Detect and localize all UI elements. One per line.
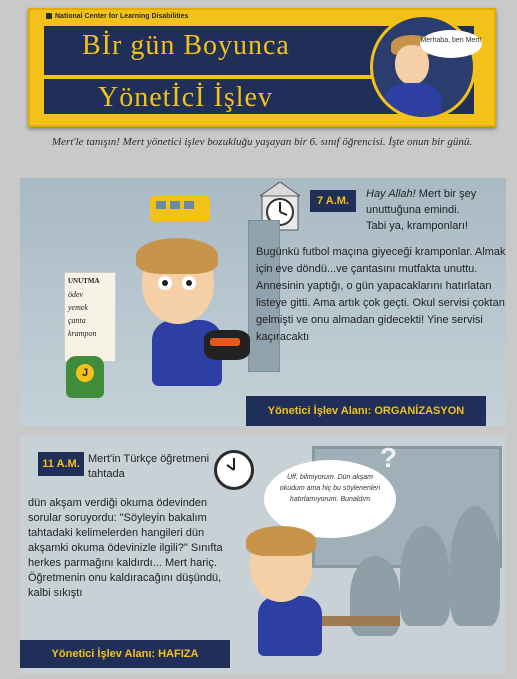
eye — [182, 276, 196, 290]
morning-lead-line2: Tabi ya, kramponları! — [366, 220, 469, 232]
pupil — [186, 280, 192, 286]
title-line-1: Bİr gün Boyunca — [82, 30, 290, 61]
title-line-2: Yönetİcİ İşlev — [98, 82, 273, 113]
cleats-icon — [204, 330, 250, 360]
classroom-lead: Mert'in Türkçe öğretmeni tahtada — [88, 453, 210, 480]
greeting-bubble: Merhaba, ben Mert! — [420, 30, 482, 58]
eye — [158, 276, 172, 290]
bus-window — [170, 201, 180, 209]
morning-lead-emphasis: Hay Allah! — [366, 188, 416, 200]
backpack-letter: J — [76, 364, 94, 382]
school-bus-icon — [150, 196, 210, 222]
mert-hair — [246, 526, 316, 556]
morning-lead — [366, 186, 506, 234]
mert-body — [258, 596, 322, 656]
question-mark-icon: ? — [380, 442, 398, 473]
reminder-title: UNUTMA — [68, 277, 100, 285]
area-label-organization: Yönetici İşlev Alanı: ORGANİZASYON — [246, 396, 486, 426]
morning-panel — [20, 178, 506, 426]
backpack-icon — [66, 356, 104, 398]
header-banner — [28, 8, 496, 127]
classroom-panel — [20, 436, 506, 674]
desk — [310, 616, 400, 626]
reminder-item: krampon — [68, 329, 97, 338]
reminder-list — [64, 272, 116, 362]
bus-window — [156, 201, 166, 209]
org-label: National Center for Learning Disabilities — [55, 13, 189, 20]
reminder-item: yemek — [68, 303, 88, 312]
mert-hair — [136, 238, 218, 274]
time-badge-7am: 7 A.M. — [310, 190, 356, 212]
area-label-memory: Yönetici İşlev Alanı: HAFIZA — [20, 640, 230, 668]
bus-window — [184, 201, 194, 209]
morning-lead-rest: Mert bir şey unuttuğuna emindi. — [366, 188, 477, 216]
org-name — [46, 13, 188, 20]
pupil — [162, 280, 168, 286]
reminder-item: çanta — [68, 316, 86, 325]
cleat-stripe — [210, 338, 240, 346]
classmate-silhouette — [400, 526, 450, 626]
morning-body: Bugünkü futbol maçına giyeceği kramponlar. Almak için eve döndü...ve çantasını mutfakta unuttu. Annesinin yaptığı, o gün yapacaklarını hatırlatan listeye gitti. Ama artık çok geçti. Okul servisi çoktan gelmişti ve onu almadan gidecekti! Yine servisi kaçıracaktı — [256, 246, 506, 343]
thought-bubble: Uff, bilmiyorum. Dün akşam okudum ama hiç bu söylenenleri hatırlamıyorum. Bunaldım — [264, 460, 396, 538]
ncld-logo-icon — [46, 13, 52, 19]
time-badge-11am: 11 A.M. — [38, 452, 84, 476]
reminder-item: ödev — [68, 290, 84, 299]
shirt — [385, 83, 441, 120]
classroom-body: dün akşam verdiği okuma ödevinden sorular soruyordu: "Söyleyin bakalım tahtadaki kelimelerden hangileri dün akşamki okuma ödevinizle ilgili?" Sınıfta herkes parmağını kaldırdı... Mert hariç. Öğretmenin onu kaldıracağını düşündü, kalbi sıkıştı — [28, 497, 223, 599]
classmate-silhouette — [450, 506, 500, 626]
intro-text: Mert'le tanışın! Mert yönetici işlev bozukluğu yaşayan bir 6. sınıf öğrencisi. İşte onun bir günü. — [51, 136, 473, 148]
